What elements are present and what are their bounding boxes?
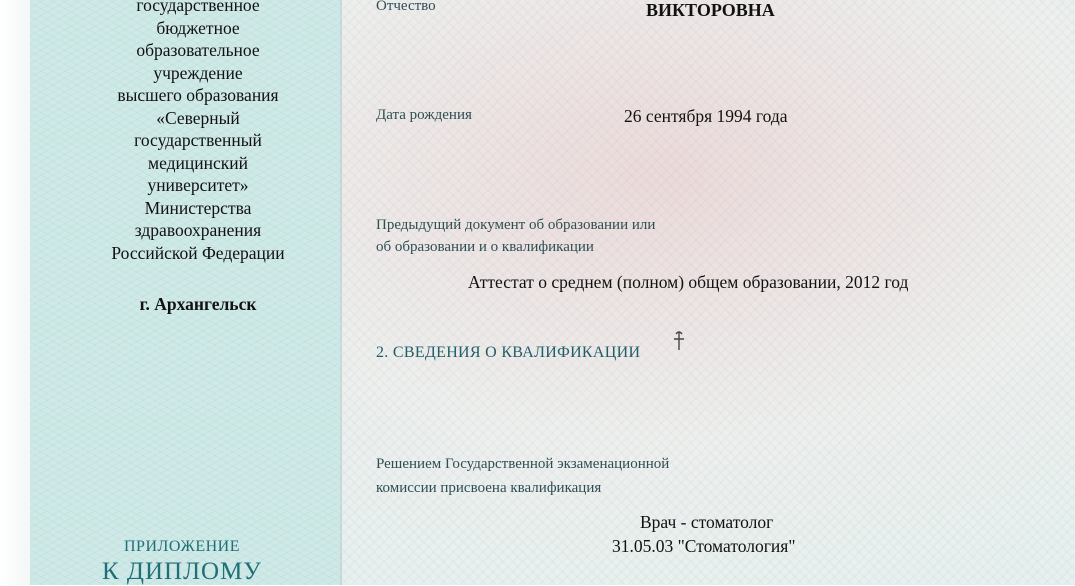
- page-edge: [0, 0, 30, 585]
- issuer-line: высшего образования: [117, 85, 279, 105]
- issuer-block: [60, 0, 336, 264]
- issuer-line: медицинский: [148, 152, 248, 173]
- issuer-line: государственное: [136, 0, 260, 15]
- qualification-section-title: 2. СВЕДЕНИЯ О КВАЛИФИКАЦИИ: [376, 344, 641, 361]
- appendix-title: К ДИПЛОМУ: [101, 558, 263, 585]
- qualification-value: Врач - стоматолог: [640, 512, 774, 532]
- birth-date-label: Дата рождения: [376, 107, 472, 123]
- decision-label-line2: комиссии присвоена квалификация: [376, 480, 602, 496]
- patronymic-label: Отчество: [376, 0, 436, 14]
- appendix-label: ПРИЛОЖЕНИЕ: [123, 538, 240, 555]
- specialty-value: 31.05.03 "Стоматология": [612, 536, 796, 556]
- cross-mark-icon: [672, 330, 686, 352]
- issuer-line: учреждение: [153, 62, 243, 83]
- previous-doc-label-line2: об образовании и о квалификации: [376, 239, 594, 255]
- patronymic-value: ВИКТОРОВНА: [646, 0, 775, 20]
- fold-line: [340, 0, 342, 585]
- issuer-line: государственный: [134, 130, 262, 150]
- issuer-line: Министерства: [144, 197, 252, 218]
- issuer-line: Российской Федерации: [111, 242, 285, 263]
- issuer-line: здравоохранения: [134, 220, 262, 240]
- issuer-line: бюджетное: [156, 17, 240, 38]
- issuer-city: г. Архангельск: [139, 294, 257, 314]
- issuer-line: университет»: [147, 175, 249, 195]
- previous-doc-label-line1: Предыдущий документ об образовании или: [376, 217, 656, 233]
- issuer-line: «Северный: [156, 107, 240, 128]
- issuer-line: образовательное: [136, 40, 260, 60]
- previous-doc-value: Аттестат о среднем (полном) общем образовании, 2012 год: [468, 272, 909, 292]
- decision-label-line1: Решением Государственной экзаменационной: [376, 456, 670, 472]
- birth-date-value: 26 сентября 1994 года: [624, 106, 788, 126]
